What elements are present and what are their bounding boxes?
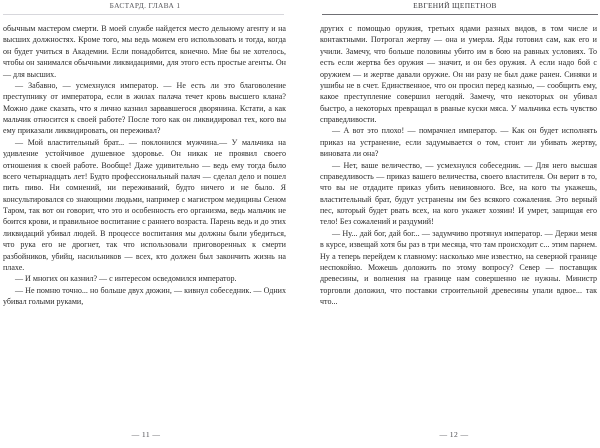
paragraph: — Ну... дай бог, дай бог... — задумчиво протянул император. — Держи меня в курсе, извещай хотя бы раз в три месяца, что там происходит с... этим парнем. Ну а теперь перейдем к главному: насколько мне известно, на северной границе неспокойно. Можешь доложить по этому вопросу? Север — поставщик древесины, и волнения на границе нам совершенно не нужны. Министр торговли доложил, что поставки строительной древесины упали вдвое... так что... (320, 228, 597, 306)
paragraph: — Забавно, — усмехнулся император. — Не есть ли это благоволение преступнику от императора, если в жилах палача течет кровь высшего клана? Можно даже сказать, что я лично казнил зарвавшегося дворянина. Кстати, а как мальчик относится к своей работе? После того как он ликвидировал тех, кого вы ему приказали ликвидировать, он переживал? (3, 80, 286, 136)
paragraph: — Не помню точно... но больше двух дюжин, — кивнул собеседник. — Одних убивал голыми руками, (3, 285, 286, 306)
left-page-text-column (0, 23, 292, 307)
paragraph: — А вот это плохо! — помрачнел император. — Как он будет исполнять приказ на устранение, если задумывается о том, стоит ли убивать жертву, виновата ли она? (320, 126, 597, 159)
right-page (300, 0, 600, 448)
right-page-running-head: ЕВГЕНИЙ ЩЕПЕТНОВ (413, 1, 497, 10)
left-page-header-rule (3, 14, 284, 15)
paragraph: других с помощью оружия, третьих ядами разных видов, в том числе и контактными. Потрогал жертву — она и умерла. Яды готовил сам, как его и учили. Замечу, что больше половины убито им в бою на равных условиях. То есть если жертва без оружия — значит, и он без оружия. А если надо бой с оружием — и жертве давали оружие. Он ни разу не был даже ранен. Синяки и ушибы не в счет. Единственное, что он просил перед казнью, — сообщить ему, какое преступление совершил негодяй. Замечу, что некоторых он убивал быстро, а некоторых превращал в рваные куски мяса. У мальчика есть чувство справедливости. (320, 24, 597, 124)
right-page-text-column (308, 23, 600, 307)
paragraph: обычным мастером смерти. В моей службе найдется место дельному агенту и на высших должностях. Кроме того, мы ведь можем его использовать и тогда, когда он будет учиться в Академии. Если понадобится, конечно. Мне бы не хотелось, чтобы он занимался обычными ликвидациями, для этого есть простые агенты. Он — для высших. (3, 24, 286, 79)
paragraph: — И многих он казнил? — с интересом осведомился император. (15, 274, 237, 284)
paragraph: — Мой властительный брат... — поклонился мужчина.— У мальчика на удивление устойчивое душевное здоровье. Он никак не проявил своего отношения к своей работе. Вообще! Даже удивительно — ведь ему тогда было всего четырнадцать лет! Будто профессиональный палач — сделал дело и пошел пить пиво. Ни сомнений, ни переживаний, будто ничего и не было. Я консультировался со знающими людьми, например с магистром медицины Сеном Таром, так вот он говорит, что это и особенность его организма, ведь мальчик не боится крови, и правильное воспитание с раннего возраста. Парень ведь и до этих ликвидаций убивал людей. В процессе воспитания мы должны были убедиться, что рука его не дрогнет, так что использовали приговоренных к смерти разбойников, убийц, насильников — всех, кто должен был закончить жизнь на плахе. (3, 137, 286, 272)
right-page-header-rule (322, 14, 598, 15)
left-page-folio: — 11 — (131, 430, 161, 439)
paragraph: — Нет, ваше величество, — усмехнулся собеседник. — Для него высшая справедливость — приказ вашего величества, своего властителя. Он верит в то, что вы не отдадите приказ убить невиновного. Все, на кого ты укажешь, властительный брат, будут устранены им без всякого сожаления. Это верный пес, который будет рвать всех, на кого укажет хозяин! И умрет, защищая его тело! Без сожалений и раздумий! (320, 160, 597, 227)
left-page-running-head: БАСТАРД. ГЛАВА 1 (109, 1, 181, 10)
right-page-folio: — 12 — (439, 430, 469, 439)
